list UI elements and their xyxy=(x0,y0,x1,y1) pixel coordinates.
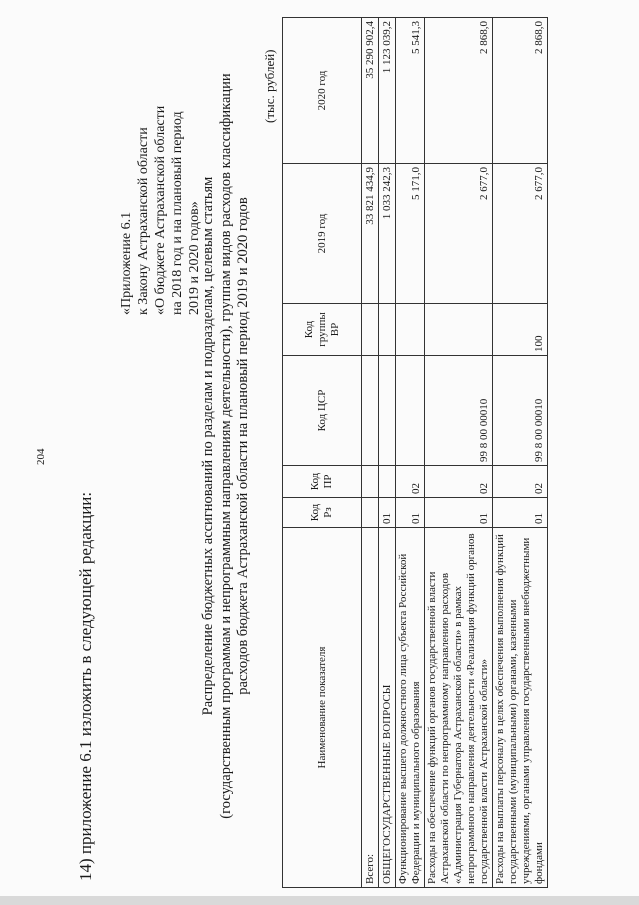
appendix-line: 2019 и 2020 годов» xyxy=(187,201,202,315)
header-csr: Код ЦСР xyxy=(283,356,362,466)
document-heading xyxy=(200,11,253,881)
cell-name: Расходы на выплаты персоналу в целях обеспечения выполнения функций государственными (муниципальными) органами, казенными учреждениями, органами управления государственными внебюджетными фондами xyxy=(493,528,548,888)
cell-rz: 01 xyxy=(379,498,396,528)
appendix-block xyxy=(118,106,203,315)
cell-2019: 1 033 242,3 xyxy=(379,164,396,304)
cell-csr xyxy=(396,356,425,466)
page-number: 204 xyxy=(35,448,47,465)
cell-2019: 2 677,0 xyxy=(425,164,493,304)
cell-vr: 100 xyxy=(493,304,548,356)
header-2019: 2019 год xyxy=(283,164,362,304)
cell-name: Функционирование высшего должностного лица субъекта Российской Федерации и муниципального образования xyxy=(396,528,425,888)
cell-vr xyxy=(379,304,396,356)
cell-vr xyxy=(362,304,379,356)
cell-2019: 5 171,0 xyxy=(396,164,425,304)
budget-table xyxy=(282,17,548,888)
table-header-row xyxy=(283,18,362,888)
header-rz: Код Рз xyxy=(283,498,362,528)
table-row xyxy=(396,18,425,888)
cell-pr xyxy=(379,466,396,498)
heading-line: Распределение бюджетных ассигнований по разделам и подразделам, целевым статьям xyxy=(200,176,216,716)
cell-rz xyxy=(362,498,379,528)
header-vr: Код группы ВР xyxy=(283,304,362,356)
intro-text: 14) приложение 6.1 изложить в следующей редакции: xyxy=(76,491,95,881)
cell-2019: 33 821 434,9 xyxy=(362,164,379,304)
cell-vr xyxy=(425,304,493,356)
cell-name: Всего: xyxy=(362,528,379,888)
cell-csr xyxy=(379,356,396,466)
cell-pr: 02 xyxy=(493,466,548,498)
table-row xyxy=(379,18,396,888)
heading-line: (государственным программам и непрограммным направлениям деятельности), группам видов расходов классификации xyxy=(217,73,234,819)
cell-csr: 99 8 00 00010 xyxy=(493,356,548,466)
table-row xyxy=(362,18,379,888)
appendix-line: «Приложение 6.1 xyxy=(119,211,134,315)
cell-2020: 35 290 902,4 xyxy=(362,18,379,164)
units-label: (тыс. рублей) xyxy=(262,49,277,123)
cell-pr: 02 xyxy=(425,466,493,498)
cell-2020: 1 123 039,2 xyxy=(379,18,396,164)
cell-pr: 02 xyxy=(396,466,425,498)
header-pr: Код ПР xyxy=(283,466,362,498)
cell-vr xyxy=(396,304,425,356)
appendix-line: на 2018 год и на плановый период xyxy=(170,111,185,315)
cell-2019: 2 677,0 xyxy=(493,164,548,304)
cell-2020: 2 868,0 xyxy=(493,18,548,164)
cell-pr xyxy=(362,466,379,498)
cell-csr: 99 8 00 00010 xyxy=(425,356,493,466)
cell-rz: 01 xyxy=(396,498,425,528)
heading-line: расходов бюджета Астраханской области на плановый период 2019 и 2020 годов xyxy=(235,197,251,695)
table-row xyxy=(425,18,493,888)
cell-rz: 01 xyxy=(493,498,548,528)
appendix-line: к Закону Астраханской области xyxy=(136,127,151,315)
header-2020: 2020 год xyxy=(283,18,362,164)
appendix-line: «О бюджете Астраханской области xyxy=(153,105,168,315)
cell-name: ОБЩЕГОСУДАРСТВЕННЫЕ ВОПРОСЫ xyxy=(379,528,396,888)
cell-2020: 5 541,3 xyxy=(396,18,425,164)
cell-2020: 2 868,0 xyxy=(425,18,493,164)
cell-csr xyxy=(362,356,379,466)
cell-name: Расходы на обеспечение функций органов государственной власти Астраханской области по непрограммному направлению расходов «Администрация Губернатора Астраханской области» в рамках непрограммного направления деятельности «Реализация функций органов государственной власти Астраханской области» xyxy=(425,528,493,888)
cell-rz: 01 xyxy=(425,498,493,528)
table-row xyxy=(493,18,548,888)
header-name: Наименование показателя xyxy=(283,528,362,888)
